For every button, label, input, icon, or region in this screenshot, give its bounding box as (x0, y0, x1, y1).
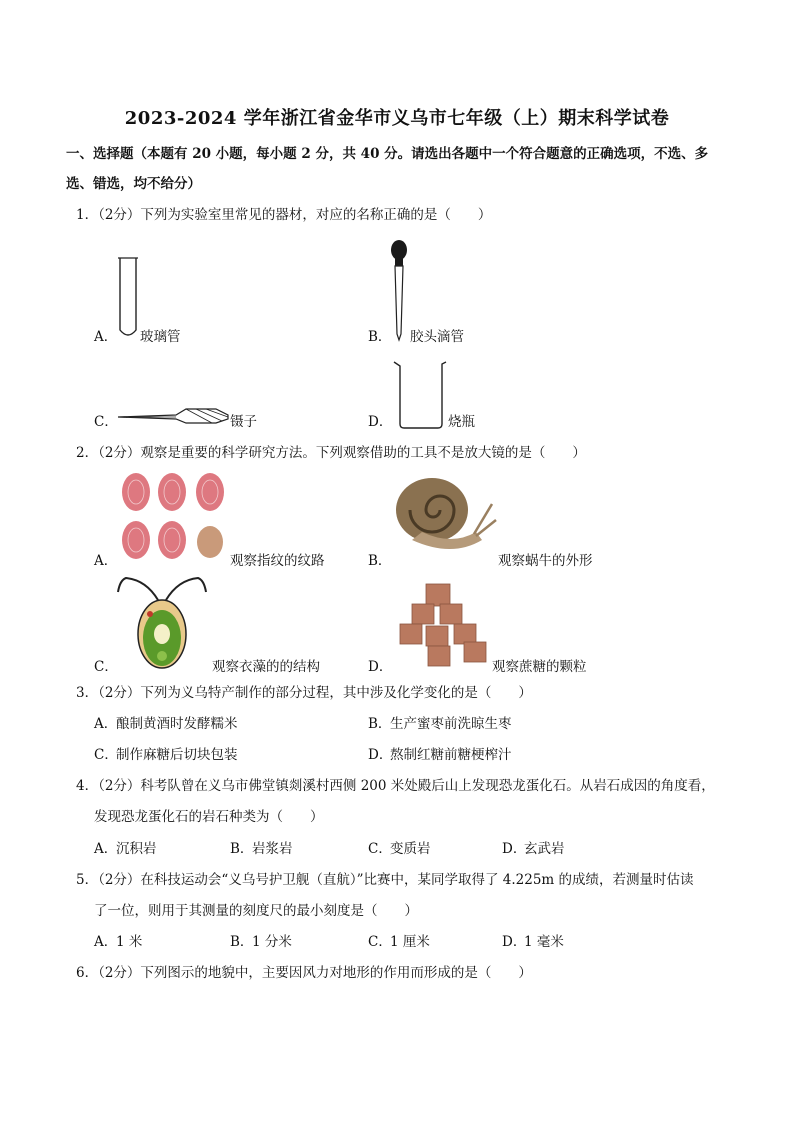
question-2-option-d-text: 观察蔗糖的颗粒 (492, 659, 587, 675)
question-4-stem-line2: 发现恐龙蛋化石的岩石种类为（ ） (94, 809, 324, 825)
question-4-option-a-text: 沉积岩 (116, 841, 157, 857)
question-1-option-c-text: 镊子 (230, 414, 257, 430)
question-1-option-b-text: 胶头滴管 (410, 329, 464, 345)
question-5-option-a-letter: A． (94, 934, 118, 950)
question-2-option-c-text: 观察衣藻的的结构 (212, 659, 320, 675)
question-2-option-c-letter: C． (94, 659, 118, 675)
section-header-line2: 选、错选，均不给分） (66, 176, 201, 192)
question-5-option-b-text: 1 分米 (252, 934, 292, 950)
question-2-option-a-letter: A． (94, 553, 118, 569)
question-2-option-d-letter: D． (368, 659, 393, 675)
question-6-stem: 6．（2分）下列图示的地貌中，主要因风力对地形的作用而形成的是（ ） (76, 965, 532, 981)
question-5-stem-line1: 5．（2分）在科技运动会“义乌号护卫舰（直航）”比赛中，某同学取得了 4.225m 的成绩，若测量时估读 (76, 872, 694, 888)
chlamydomonas-figure (116, 572, 208, 674)
question-4-option-b-text: 岩浆岩 (252, 841, 293, 857)
sugar-cubes-figure (398, 582, 490, 668)
question-3-option-b-letter: B． (368, 716, 392, 732)
snail-figure (392, 470, 498, 562)
question-3-option-a-letter: A． (94, 716, 118, 732)
question-3-option-c-text: 制作麻糖后切块包装 (116, 747, 238, 763)
page-title: 2023-2024 学年浙江省金华市义乌市七年级（上）期末科学试卷 (124, 108, 670, 129)
question-4-option-d-text: 玄武岩 (524, 841, 565, 857)
question-3-option-d-letter: D． (368, 747, 393, 763)
question-5-option-c-text: 1 厘米 (390, 934, 430, 950)
question-4-stem-line1: 4．（2分）科考队曾在义乌市佛堂镇剡溪村西侧 200 米处殿后山上发现恐龙蛋化石。从岩石成因的角度看， (76, 778, 715, 794)
question-1-option-d-letter: D． (368, 414, 393, 430)
fingerprint-figure (118, 470, 230, 564)
question-3-stem: 3．（2分）下列为义乌特产制作的部分过程，其中涉及化学变化的是（ ） (76, 685, 532, 701)
question-4-option-c-letter: C． (368, 841, 392, 857)
glass-tube-figure (116, 256, 140, 342)
question-5-option-c-letter: C． (368, 934, 392, 950)
question-5-option-d-text: 1 毫米 (524, 934, 564, 950)
question-1-option-c-letter: C． (94, 414, 118, 430)
question-4-option-c-text: 变质岩 (390, 841, 431, 857)
question-3-option-d-text: 熬制红糖前糖梗榨汁 (390, 747, 512, 763)
question-5-option-d-letter: D． (502, 934, 527, 950)
question-2-option-b-text: 观察蜗牛的外形 (498, 553, 593, 569)
question-1-option-b-letter: B． (368, 329, 392, 345)
question-3-option-b-text: 生产蜜枣前洗晾生枣 (390, 716, 512, 732)
question-5-option-a-text: 1 米 (116, 934, 143, 950)
question-4-option-a-letter: A． (94, 841, 118, 857)
question-1-option-a-letter: A． (94, 329, 118, 345)
question-3-option-c-letter: C． (94, 747, 118, 763)
question-2-stem: 2．（2分）观察是重要的科学研究方法。下列观察借助的工具不是放大镜的是（ ） (76, 445, 586, 461)
question-4-option-d-letter: D． (502, 841, 527, 857)
question-1-stem: 1．（2分）下列为实验室里常见的器材，对应的名称正确的是（ ） (76, 207, 492, 223)
question-1-option-a-text: 玻璃管 (140, 329, 181, 345)
beaker-figure (392, 360, 448, 430)
question-5-stem-line2: 了一位，则用于其测量的刻度尺的最小刻度是（ ） (94, 903, 418, 919)
section-header-line1: 一、选择题（本题有 20 小题，每小题 2 分，共 40 分。请选出各题中一个符合题意的正确选项，不选、多 (66, 146, 709, 162)
question-3-option-a-text: 酿制黄酒时发酵糯米 (116, 716, 238, 732)
tweezers-figure (116, 405, 232, 427)
question-2-option-a-text: 观察指纹的纹路 (230, 553, 325, 569)
question-2-option-b-letter: B． (368, 553, 392, 569)
question-4-option-b-letter: B． (230, 841, 254, 857)
question-5-option-b-letter: B． (230, 934, 254, 950)
question-1-option-d-text: 烧瓶 (448, 414, 475, 430)
